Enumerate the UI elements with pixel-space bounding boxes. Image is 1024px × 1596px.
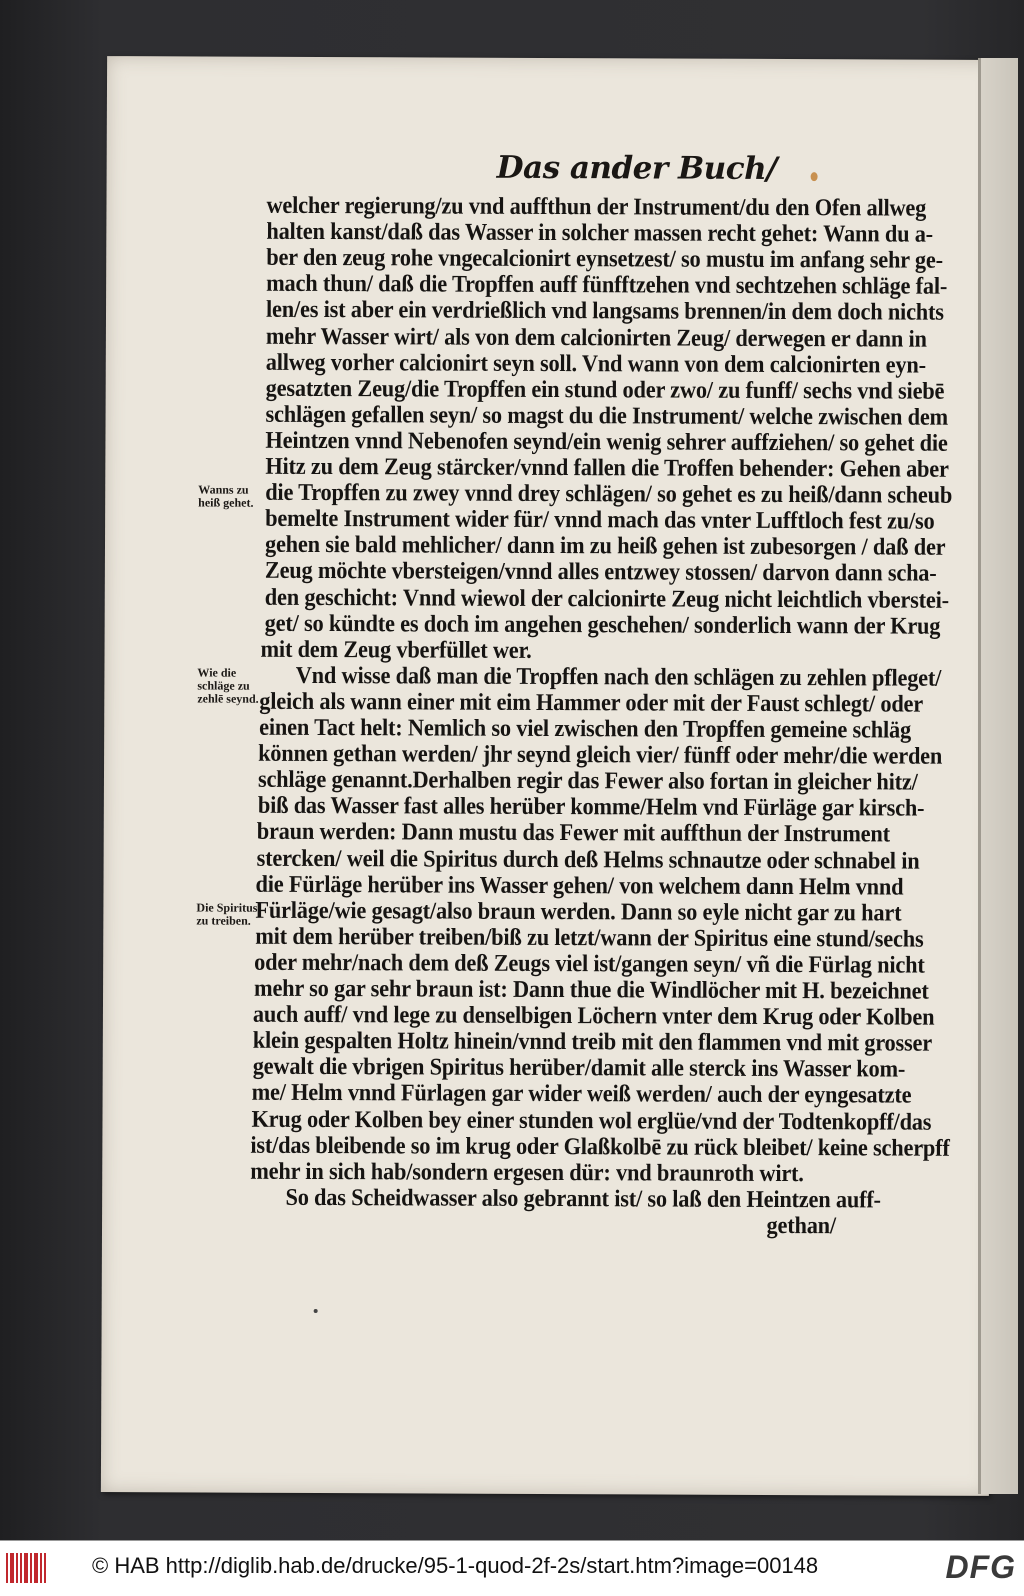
text-line: den geschicht: Vnnd wiewol der calcionirte Zeug nicht leichtlich vberstei- [265, 584, 851, 613]
text-line: einen Tact helt: Nemlich so viel zwischen den Tropffen gemeine schläg [259, 715, 845, 744]
text-line: biß das Wasser fast alles herüber komme/Helm vnd Fürläge gar kirsch- [257, 793, 843, 822]
ink-speck [314, 1309, 318, 1313]
page-fold [978, 58, 981, 1494]
text-line: Krug oder Kolben bey einer stunden wol erglüe/vnd der Todtenkopff/das [251, 1106, 837, 1135]
paper-stain [811, 172, 818, 181]
text-line: welcher regierung/zu vnd auffthun der Instrument/du den Ofen allweg [266, 193, 852, 222]
text-line: allweg vorher calcionirt seyn soll. Vnd wann von dem calcionirten eyn- [266, 349, 852, 378]
hab-logo-icon [6, 1553, 46, 1583]
text-line: Heintzen vnnd Nebenofen seynd/ein wenig sehrer auffziehen/ so gehet die [265, 428, 851, 457]
text-line: mach thun/ daß die Tropffen auff fünfftzehen vnd sechtzehen schläge fal- [266, 271, 852, 300]
text-line: mit dem Zeug vberfüllet wer. [260, 636, 846, 665]
marginalia [107, 56, 995, 60]
text-line: schlägen gefallen seyn/ so magst du die Instrument/ welche zwischen dem [266, 402, 852, 431]
copyright-url[interactable]: © HAB http://diglib.hab.de/drucke/95-1-quod-2f-2s/start.htm?image=00148 [92, 1553, 818, 1579]
text-line: me/ Helm vnnd Fürlagen gar wider weiß werden/ auch der eyngesatzte [252, 1080, 838, 1109]
text-line: oder mehr/nach dem deß Zeugs viel ist/gangen seyn/ vñ die Fürlag nicht [254, 950, 840, 979]
text-line: klein gespalten Holtz hinein/vnnd treib mit den flammen vnd mit grosser [253, 1028, 839, 1057]
text-line: Fürläge/wie gesagt/also braun werden. Dann so eyle nicht gar zu hart [255, 897, 841, 926]
text-line: stercken/ weil die Spiritus durch deß Helms schnautze oder schnabel in [256, 845, 842, 874]
text-line: gehen sie bald mehlicher/ dann im zu heiß gehen ist zubesorgen / daß der [265, 532, 851, 561]
marginal-note: Wanns zu heiß gehet. [198, 484, 270, 510]
text-line: auch auff/ vnd lege zu denselbigen Löchern vnter dem Krug oder Kolben [253, 1002, 839, 1031]
text-line: mit dem herüber treiben/biß zu letzt/wann der Spiritus eine stund/sechs [255, 924, 841, 953]
dfg-logo: DFG [945, 1549, 1016, 1586]
text-line: mehr in sich hab/sondern ergesen dür: vnd braunroth wirt. [250, 1158, 836, 1187]
text-line: gesatzten Zeug/die Tropffen ein stund oder zwo/ zu funff/ sechs vnd siebē [266, 375, 852, 404]
text-line: bemelte Instrument wider für/ vnnd mach das vnter Lufftloch fest zu/so [265, 506, 851, 535]
text-line: mehr so gar sehr braun ist: Dann thue die Windlöcher mit H. bezeichnet [254, 976, 840, 1005]
text-line: So das Scheidwasser also gebrannt ist/ so laß den Heintzen auff- [250, 1185, 871, 1214]
facing-page-edge [978, 58, 1018, 1494]
text-line: ber den zeug rohe vngecalcionirt eynsetzest/ so mustu im anfang sehr ge- [266, 245, 852, 274]
text-line: get/ so kündte es doch im angehen geschehen/ sonderlich wann der Krug [265, 610, 851, 639]
text-line: gewalt die vbrigen Spiritus herüber/damit alle sterck ins Wasser kom- [252, 1054, 838, 1083]
text-line: gethan/ [250, 1211, 836, 1240]
body-text [267, 193, 897, 196]
text-line: die Fürläge herüber ins Wasser gehen/ von welchem dann Helm vnnd [256, 871, 842, 900]
text-line: braun werden: Dann mustu das Fewer mit auffthun der Instrument [257, 819, 843, 848]
viewer-footer [0, 1540, 1024, 1596]
text-line: mehr Wasser wirt/ als von dem calcionirten Zeug/ derwegen er dann in [266, 323, 852, 352]
text-line: Hitz zu dem Zeug stärcker/vnnd fallen die Troffen behender: Gehen aber [265, 454, 851, 483]
book-page [101, 56, 995, 1496]
running-header: Das ander Buch/ [497, 150, 777, 187]
text-line: schläge genannt.Derhalben regir das Fewer also fortan in gleicher hitz/ [258, 767, 844, 796]
text-line: können gethan werden/ jhr seynd gleich vier/ fünff oder mehr/die werden [258, 741, 844, 770]
marginal-note: Die Spiritus zu treiben. [196, 901, 268, 927]
text-line: ist/das bleibende so im krug oder Glaßkolbē zu rück bleibet/ keine scherpff [251, 1132, 837, 1161]
marginal-note: Wie die schläge zu zehlē seynd. [197, 666, 269, 705]
text-line: Zeug möchte vbersteigen/vnnd alles entzwey stossen/ darvon dann scha- [265, 558, 851, 587]
text-line: halten kanst/daß das Wasser in solcher massen recht gehet: Wann du a- [266, 219, 852, 248]
text-line: len/es ist aber ein verdrießlich vnd langsams brennen/in dem doch nichts [266, 297, 852, 326]
text-line: gleich als wann einer mit eim Hammer oder mit der Faust schlegt/ oder [259, 689, 845, 718]
text-line: Vnd wisse daß man die Tropffen nach den schlägen zu zehlen pfleget/ [260, 663, 881, 692]
text-line: die Tropffen zu zwey vnnd drey schlägen/ so gehet es zu heiß/dann scheub [265, 480, 851, 509]
